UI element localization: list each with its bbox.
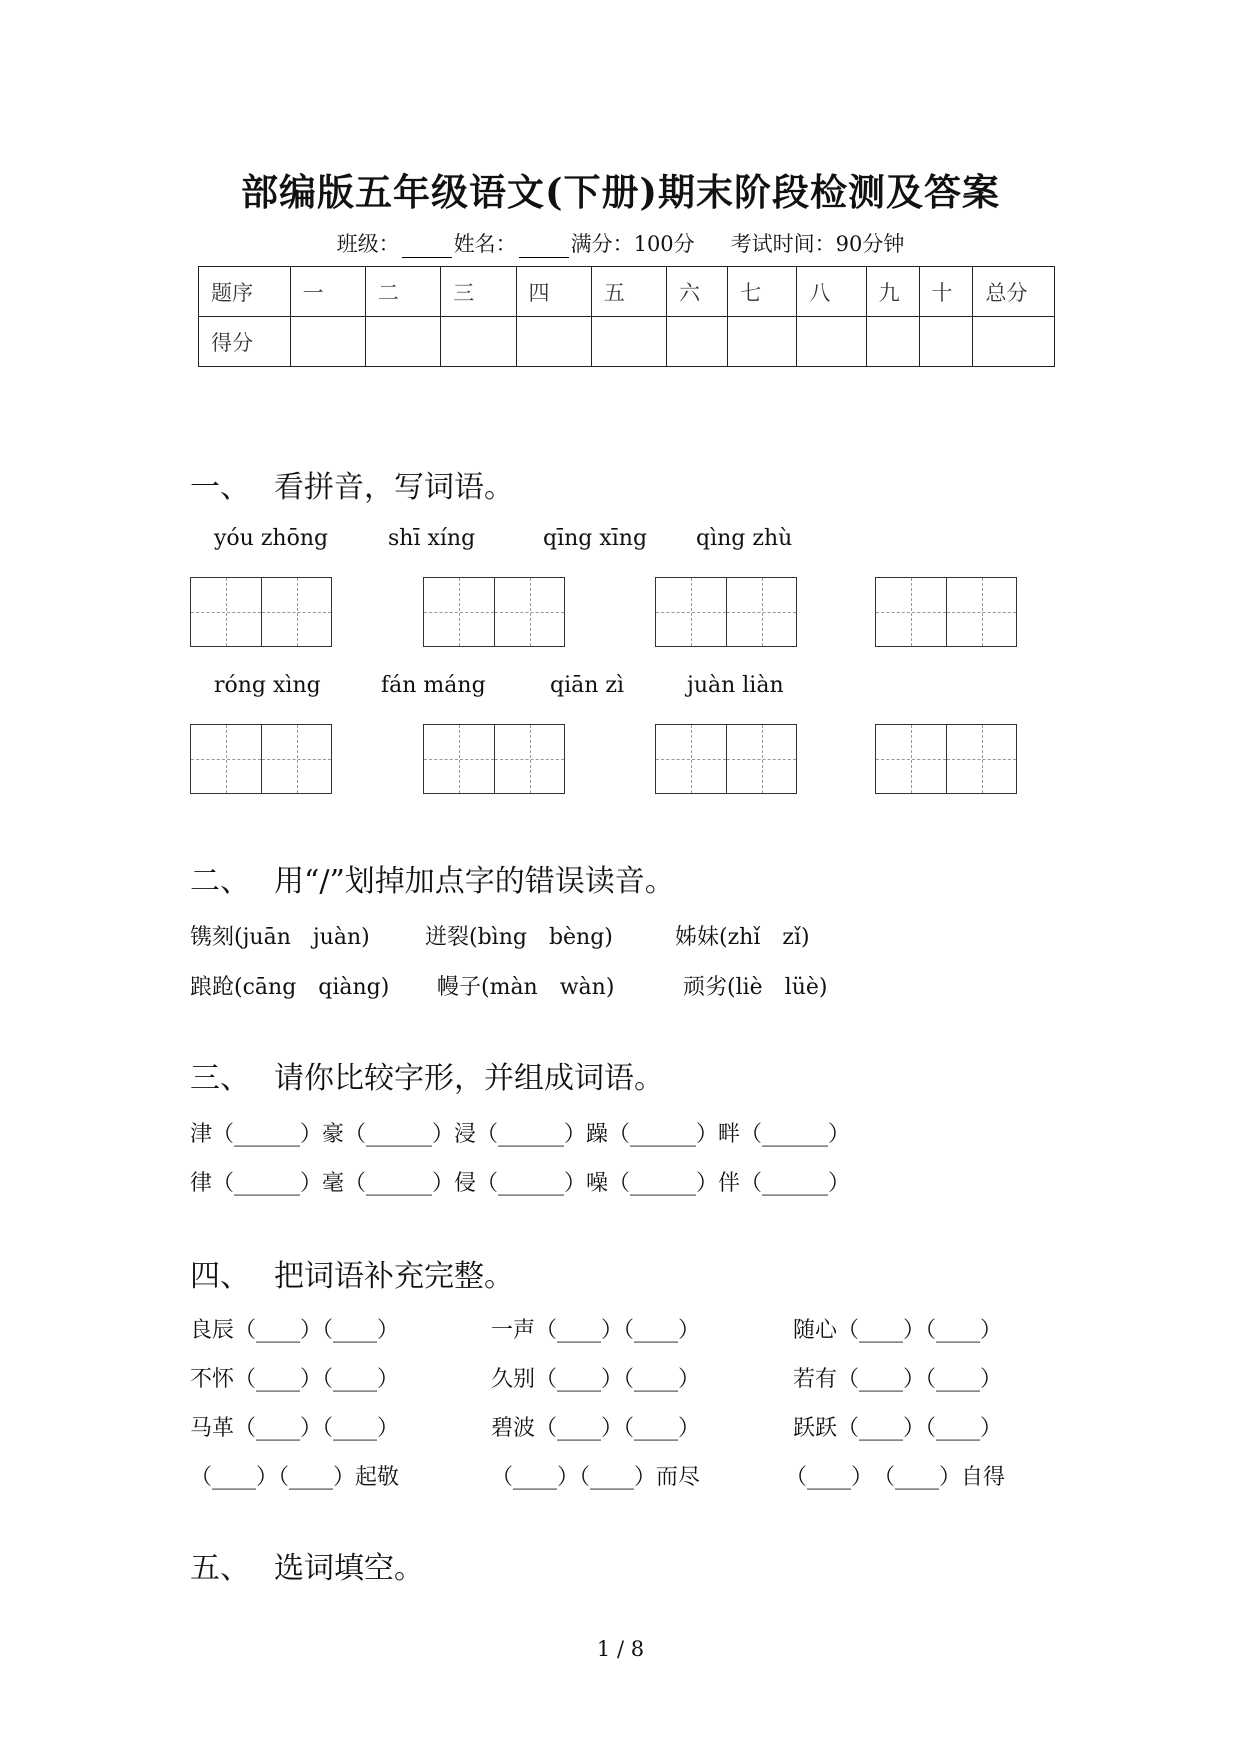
idiom-item: 跃跃（____）（____） <box>793 1416 1003 1441</box>
score-cell[interactable] <box>441 317 516 367</box>
table-header-cell: 九 <box>866 267 919 317</box>
section-number: 四、 <box>190 1259 250 1294</box>
score-cell[interactable] <box>290 317 365 367</box>
score-cell[interactable] <box>365 317 440 367</box>
table-header-cell: 六 <box>667 267 728 317</box>
score-cell[interactable] <box>667 317 728 367</box>
table-header-cell: 一 <box>290 267 365 317</box>
score-cell[interactable] <box>797 317 866 367</box>
section-title: 请你比较字形，并组成词语。 <box>274 1061 664 1096</box>
section-title: 用“/”划掉加点字的错误读音。 <box>274 864 675 899</box>
pronunciation-item: 迸裂(bìng bèng) <box>425 925 613 950</box>
table-header-cell: 二 <box>365 267 440 317</box>
writing-grid[interactable] <box>190 577 332 647</box>
section-2-heading <box>190 856 675 900</box>
pronunciation-item: 幔子(màn wàn) <box>437 975 615 1000</box>
section-title: 看拼音，写词语。 <box>274 470 514 505</box>
section-number: 一、 <box>190 470 250 505</box>
pinyin-label: qìng zhù <box>696 526 793 551</box>
writing-grid[interactable] <box>875 724 1017 794</box>
page-number: 1 / 8 <box>596 1637 645 1661</box>
char-compare-row: 津（______）豪（______）浸（______）躁（______）畔（______） <box>190 1122 851 1147</box>
class-blank[interactable] <box>402 235 452 258</box>
writing-grid[interactable] <box>655 724 797 794</box>
pinyin-label: juàn liàn <box>687 673 784 698</box>
idiom-item: （____） （____）自得 <box>785 1465 1006 1490</box>
score-cell[interactable] <box>728 317 797 367</box>
score-table-header-row <box>199 267 1055 317</box>
idiom-item: 碧波（____）（____） <box>491 1416 701 1441</box>
name-blank[interactable] <box>519 235 569 258</box>
pronunciation-item: 顽劣(liè lüè) <box>683 975 828 1000</box>
name-label: 姓名： <box>453 232 517 256</box>
pronunciation-item: 姊妹(zhǐ zǐ) <box>675 925 810 950</box>
table-header-cell: 题序 <box>199 267 291 317</box>
pinyin-label: shī xíng <box>388 526 476 551</box>
section-number: 二、 <box>190 864 250 899</box>
idiom-item: （____）（____）起敬 <box>190 1465 400 1490</box>
idiom-item: 一声（____）（____） <box>491 1318 701 1343</box>
idiom-item: （____）（____）而尽 <box>491 1465 701 1490</box>
table-header-cell: 五 <box>591 267 666 317</box>
score-table-score-row <box>199 317 1055 367</box>
pinyin-label: róng xìng <box>214 673 321 698</box>
exam-info <box>0 228 1241 258</box>
table-header-cell: 七 <box>728 267 797 317</box>
idiom-item: 随心（____）（____） <box>793 1318 1003 1343</box>
page-title: 部编版五年级语文(下册)期末阶段检测及答案 <box>240 170 1000 214</box>
idiom-item: 良辰（____）（____） <box>190 1318 400 1343</box>
writing-grid[interactable] <box>875 577 1017 647</box>
section-number: 五、 <box>190 1551 250 1586</box>
score-table <box>198 266 1055 367</box>
section-title: 把词语补充完整。 <box>274 1259 514 1294</box>
pinyin-label: yóu zhōng <box>214 526 329 551</box>
writing-grid[interactable] <box>423 724 565 794</box>
section-4-heading <box>190 1251 514 1295</box>
table-header-cell: 总分 <box>973 267 1055 317</box>
table-header-cell: 十 <box>919 267 973 317</box>
section-5-heading <box>190 1543 424 1587</box>
score-cell[interactable] <box>866 317 919 367</box>
idiom-item: 久别（____）（____） <box>491 1367 701 1392</box>
score-cell[interactable] <box>919 317 973 367</box>
score-cell[interactable] <box>516 317 591 367</box>
exam-time: 考试时间：90分钟 <box>730 232 905 256</box>
section-number: 三、 <box>190 1061 250 1096</box>
writing-grid[interactable] <box>423 577 565 647</box>
table-header-cell: 四 <box>516 267 591 317</box>
writing-grid[interactable] <box>190 724 332 794</box>
idiom-item: 马革（____）（____） <box>190 1416 400 1441</box>
pinyin-label: qīng xīng <box>543 526 648 551</box>
table-header-cell: 三 <box>441 267 516 317</box>
full-score: 满分：100分 <box>570 232 695 256</box>
score-cell[interactable] <box>591 317 666 367</box>
writing-grid[interactable] <box>655 577 797 647</box>
pronunciation-item: 踉跄(cāng qiàng) <box>190 975 390 1000</box>
pinyin-label: qiān zì <box>550 673 625 698</box>
idiom-item: 若有（____）（____） <box>793 1367 1003 1392</box>
char-compare-row: 律（______）毫（______）侵（______）噪（______）伴（______） <box>190 1171 851 1196</box>
score-row-label: 得分 <box>199 317 291 367</box>
idiom-item: 不怀（____）（____） <box>190 1367 400 1392</box>
table-header-cell: 八 <box>797 267 866 317</box>
class-label: 班级： <box>336 232 400 256</box>
score-cell[interactable] <box>973 317 1055 367</box>
section-title: 选词填空。 <box>274 1551 424 1586</box>
pinyin-label: fán máng <box>381 673 486 698</box>
section-3-heading <box>190 1053 664 1097</box>
pronunciation-item: 镌刻(juān juàn) <box>190 925 370 950</box>
section-1-heading <box>190 462 514 506</box>
